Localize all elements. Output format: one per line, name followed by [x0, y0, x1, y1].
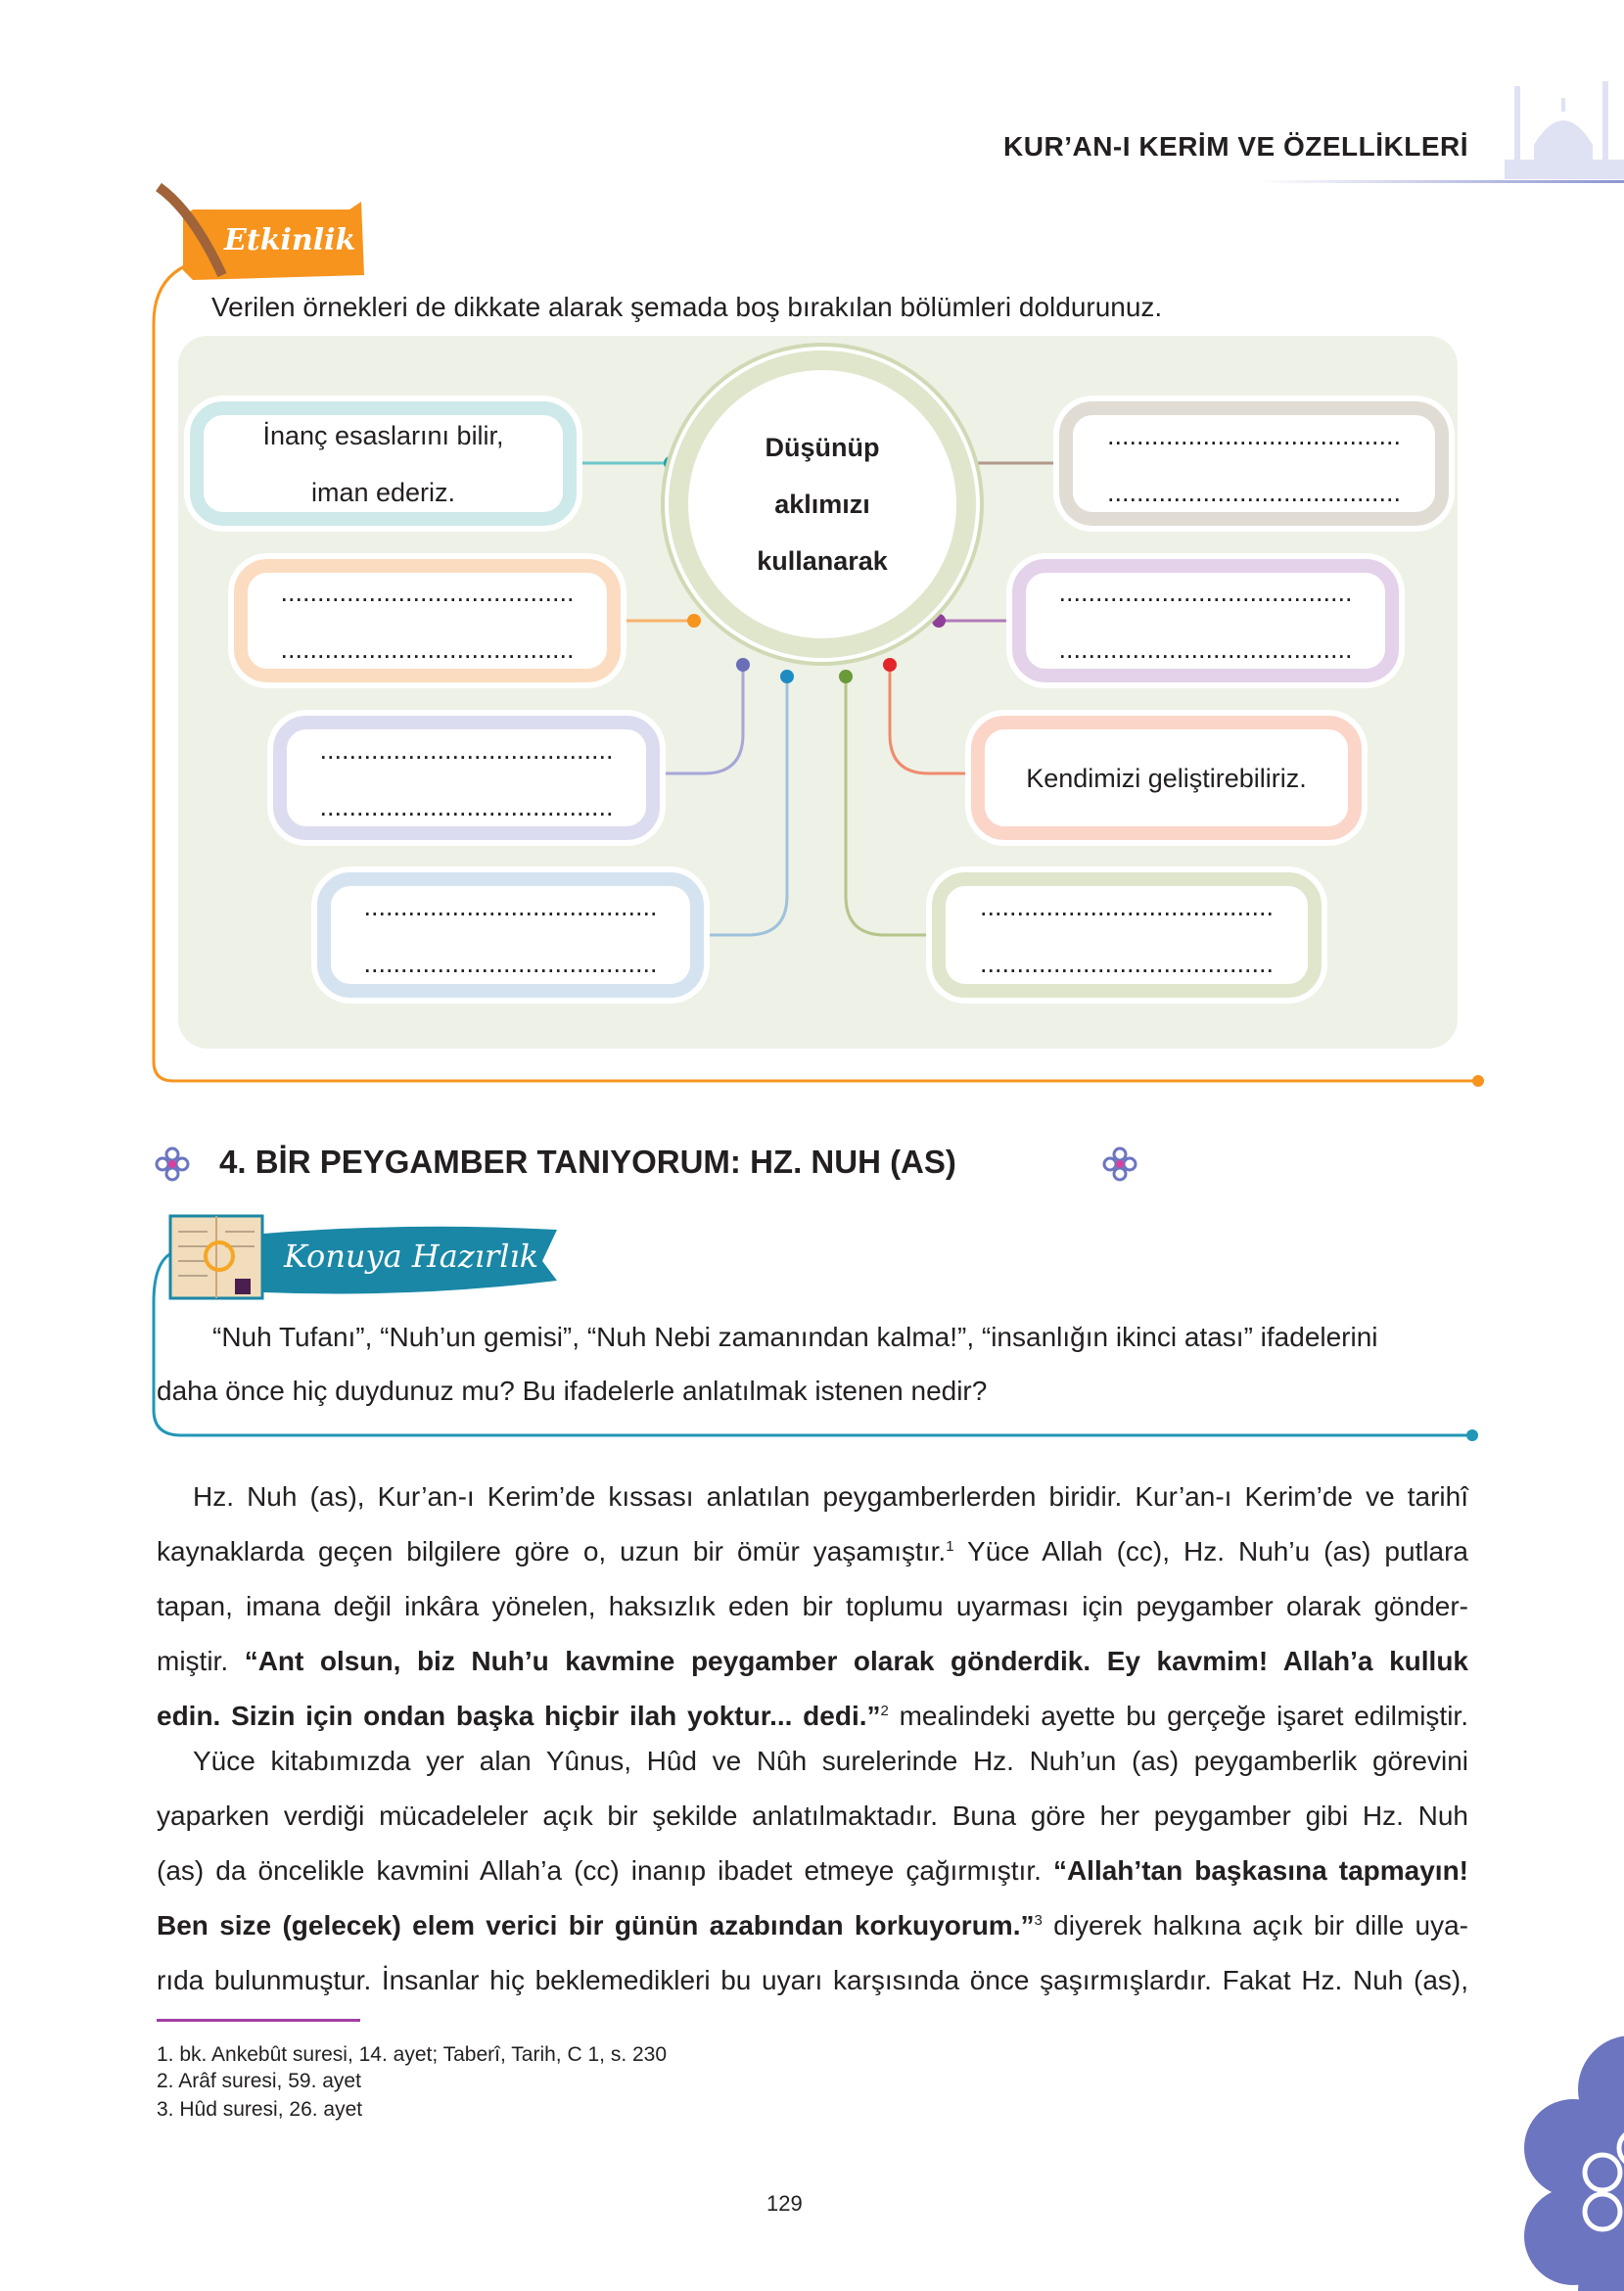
text-run: Yüce Allah (cc), Hz. Nuh’u (as) putlara	[953, 1536, 1469, 1566]
footnote-ref: 1	[946, 1538, 954, 1555]
body-line	[193, 1481, 1468, 1513]
blank-line: ........................................	[319, 791, 614, 821]
body-line	[157, 1591, 1468, 1622]
body-line	[157, 1965, 1468, 1996]
blank-line: ........................................	[363, 949, 658, 978]
text-run: (as) da öncelikle kavmini Allah’a (cc) inanıp ibadet etmeye çağırmıştır.	[157, 1855, 1053, 1886]
prep-text-line: daha önce hiç duydunuz mu? Bu ifadelerle anlatılmak istenen nedir?	[157, 1376, 988, 1406]
diagram-box-blank[interactable]	[273, 716, 660, 840]
flower-bullet-icon	[155, 1146, 190, 1182]
blank-line: ........................................	[280, 578, 575, 607]
footnote-ref: 3	[1034, 1912, 1043, 1929]
text-run: mealindeki ayette bu gerçeğe işaret edilmiştir.	[888, 1701, 1468, 1731]
verse-quote: Ben size (gelecek) elem verici bir günün azabından korkuyorum.”	[157, 1910, 1035, 1940]
verse-quote: “Ant olsun, biz Nuh’u kavmine peygamber olarak gönderdik. Ey kavmim! Allah’a kulluk	[244, 1646, 1468, 1676]
blank-line: ........................................	[1058, 578, 1353, 607]
text-run: diyerek halkına açık bir dille uya-	[1042, 1910, 1468, 1940]
footnote-rule	[157, 2019, 360, 2022]
verse-quote: edin. Sizin için ondan başka hiçbir ilah yoktur... dedi.”	[157, 1701, 881, 1731]
diagram-box-example	[971, 716, 1362, 840]
text-run: Yüce kitabımızda yer alan Yûnus, Hûd ve Nûh surelerinde Hz. Nuh’un (as) peygamberlik görevini	[193, 1746, 1468, 1776]
center-circle	[669, 351, 976, 658]
flower-bullet-icon	[1102, 1146, 1137, 1182]
box-text: Kendimizi geliştirebiliriz.	[1026, 763, 1307, 793]
diagram-box-blank[interactable]	[317, 872, 704, 998]
body-line	[157, 1701, 1468, 1732]
diagram-box-blank[interactable]	[1012, 559, 1399, 682]
body-line	[157, 1646, 1468, 1677]
text-run: miştir.	[157, 1646, 245, 1676]
blank-line: ........................................	[1106, 420, 1402, 450]
diagram-box-blank[interactable]	[1059, 401, 1449, 526]
body-line	[157, 1800, 1468, 1832]
text-run: kaynaklarda geçen bilgilere göre o, uzun bir ömür yaşamıştır.	[157, 1536, 947, 1566]
body-line	[157, 1910, 1468, 1941]
book-magnifier-icon	[168, 1212, 264, 1304]
text-run: yaparken verdiği mücadeleler açık bir şekilde anlatılmaktadır. Buna göre her peygamber gibi Hz. Nuh	[157, 1800, 1468, 1831]
page-number: 129	[766, 2191, 803, 2216]
center-text: aklımızı	[774, 490, 870, 519]
blank-line: ........................................	[1058, 634, 1353, 664]
body-line	[157, 1536, 1468, 1567]
diagram-box-example	[190, 401, 577, 526]
footnote-ref: 2	[880, 1703, 889, 1719]
blank-line: ........................................	[979, 892, 1275, 921]
blank-line: ........................................	[363, 892, 658, 921]
text-run: tapan, imana değil inkâra yönelen, haksızlık eden bir toplumu uyarması için peygamber olarak gönder-	[157, 1591, 1468, 1621]
text-run: Hz. Nuh (as), Kur’an-ı Kerim’de kıssası anlatılan peygamberlerden biridir. Kur’an-ı Kerim’de ve tarihî	[193, 1481, 1468, 1512]
blank-line: ........................................	[280, 634, 575, 664]
box-text: iman ederiz.	[310, 477, 456, 507]
center-text: kullanarak	[757, 546, 888, 576]
footnote: 2. Arâf suresi, 59. ayet	[157, 2070, 361, 2092]
section-title: 4. BİR PEYGAMBER TANIYORUM: HZ. NUH (AS)	[219, 1144, 956, 1180]
text-run: rıda bulunmuştur. İnsanlar hiç beklemedikleri bu uyarı karşısında önce şaşırmışlardır. Fakat Hz. Nuh (as),	[157, 1965, 1468, 1995]
footnote: 1. bk. Ankebût suresi, 14. ayet; Taberî, Tarih, C 1, s. 230	[157, 2043, 668, 2066]
body-line	[193, 1746, 1468, 1777]
footnote: 3. Hûd suresi, 26. ayet	[157, 2098, 363, 2121]
center-text: Düşünüp	[765, 433, 880, 462]
etkinlik-label: Etkinlik	[224, 223, 356, 257]
chapter-title: KUR’AN-I KERİM VE ÖZELLİKLERİ	[1003, 131, 1468, 162]
prep-text-line: “Nuh Tufanı”, “Nuh’un gemisi”, “Nuh Nebi zamanından kalma!”, “insanlığın ikinci atası” ifadelerini	[212, 1322, 1378, 1352]
blank-line: ........................................	[319, 734, 614, 765]
diagram-box-blank[interactable]	[932, 872, 1322, 998]
blank-line: ........................................	[979, 949, 1275, 978]
diagram-box-blank[interactable]	[234, 559, 621, 682]
blank-line: ........................................	[1106, 477, 1402, 507]
activity-instruction: Verilen örnekleri de dikkate alarak şemada boş bırakılan bölümleri doldurunuz.	[211, 292, 1163, 322]
verse-quote: “Allah’tan başkasına tapmayın!	[1052, 1855, 1468, 1886]
box-text: İnanç esaslarını bilir,	[262, 420, 504, 450]
decorative-flower-icon	[1505, 2031, 1624, 2291]
body-line	[157, 1855, 1468, 1887]
prep-label: Konuya Hazırlık	[284, 1238, 539, 1275]
